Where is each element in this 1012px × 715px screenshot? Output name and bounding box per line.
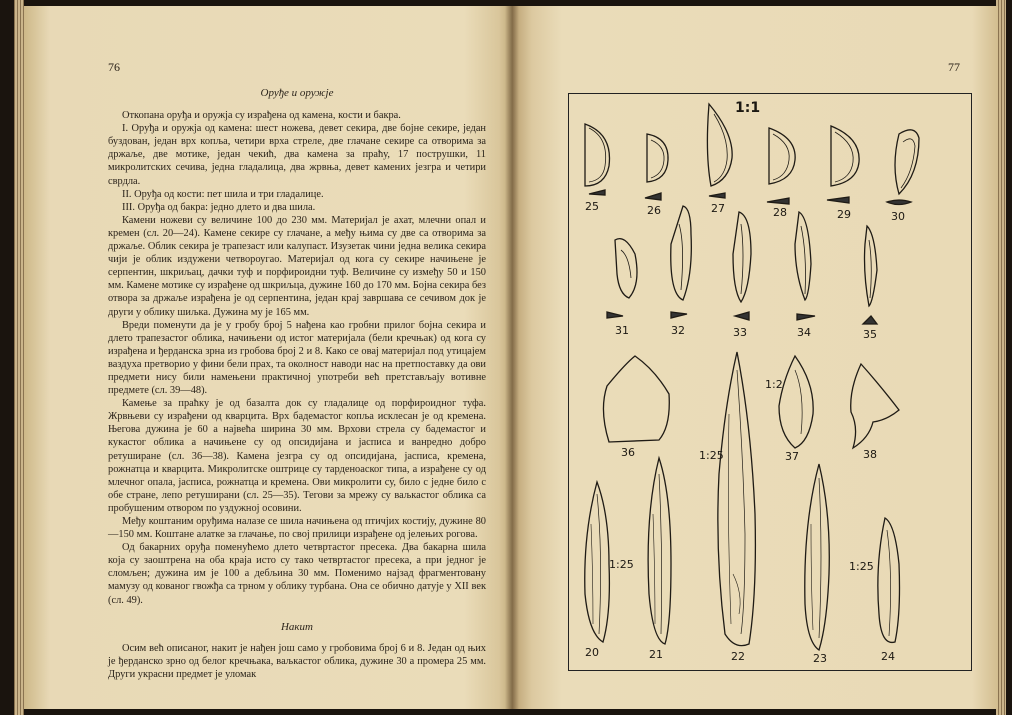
figure-label: 36 — [621, 446, 635, 459]
left-page-text — [108, 87, 486, 681]
scale-label-1-25-c: 1:25 — [849, 560, 874, 573]
scale-label-1-1: 1:1 — [735, 100, 761, 116]
blade-20-drawing — [585, 482, 610, 642]
microlith-34-drawing — [795, 212, 815, 320]
scale-label-1-25-a: 1:25 — [699, 449, 724, 462]
microlith-33-drawing — [733, 212, 751, 320]
figure-label: 28 — [773, 206, 787, 219]
scale-label-1-2: 1:2 — [765, 378, 783, 391]
left-page-number: 76 — [108, 60, 120, 74]
section-heading: Оруђе и оружје — [260, 87, 334, 99]
arrowhead-36-drawing — [603, 356, 669, 442]
figure-label: 25 — [585, 200, 599, 213]
book-gutter — [505, 6, 519, 709]
paragraph: Вреди поменути да је у гробу број 5 нађена као гробни прилог бојна секира и длето трапезастог облика, начињени од истог материјала (бели кречњак) од кога су израђена и ђерданска зрна из гробова број 2 и 8. Како се овај материјал под утицајем ваздуха претворио у фини бели прах, та околност наводи нас на претпоставку да ови предмети нису били намењени практичној употреби већ претстављају вотивне предмете (сл. 39—48). — [108, 319, 486, 397]
left-page-edges — [14, 0, 24, 715]
figure-label: 32 — [671, 324, 685, 337]
arrowhead-38-drawing — [851, 364, 899, 448]
figure-label: 31 — [615, 324, 629, 337]
figure-label: 33 — [733, 326, 747, 339]
figure-label: 38 — [863, 448, 877, 461]
paragraph: Осим већ описаног, накит је нађен још само у гробовима број 6 и 8. Један од њих је ђерданско зрно од белог кречњака, ваљкастог облика, дужине 30 а промера 25 мм. Други украсни предмет је уломак — [108, 642, 486, 680]
figure-label: 22 — [731, 650, 745, 663]
figure-label: 26 — [647, 204, 661, 217]
microlith-29-drawing — [827, 126, 859, 203]
microlith-25-drawing — [585, 124, 610, 195]
figure-label: 24 — [881, 650, 895, 663]
microlith-28-drawing — [767, 128, 795, 204]
microlith-35-drawing — [863, 226, 877, 324]
paragraph: Откопана оруђа и оружја су израђена од камена, кости и бакра. — [122, 110, 401, 122]
microlith-31-drawing — [607, 239, 637, 318]
blade-24-drawing — [878, 518, 900, 642]
microlith-30-drawing — [887, 130, 919, 205]
figure-label: 23 — [813, 652, 827, 665]
figure-label: 37 — [785, 450, 799, 463]
scale-label-1-25-b: 1:25 — [609, 558, 634, 571]
paragraph: Међу коштаним оруђима налазе се шила начињена од птичјих костију, дужине 80—150 мм. Коштане алатке за глачање, по свој прилици израђене од јелењих рогова. — [108, 516, 486, 541]
blade-22-drawing — [718, 352, 756, 646]
figure-label: 34 — [797, 326, 811, 339]
paragraph: Од бакарних оруђа поменућемо длето четвртастог пресека. Два бакарна шила која су заоштрена на оба краја исто су тако четвртастог пресека, а при једног је сломљен; дужина им је 100 а дебљина 30 мм. Поменимо најзад фрагментовану мамузу од кованог гвожђа са трном у облику турбана. Она се обично датује у XII век (сл. 49). — [108, 542, 486, 606]
microlith-32-drawing — [671, 206, 692, 318]
right-page-number: 77 — [948, 60, 960, 74]
microlith-26-drawing — [645, 134, 668, 200]
blade-21-drawing — [648, 458, 671, 644]
figure-label: 35 — [863, 328, 877, 341]
illustration-plate — [568, 93, 972, 671]
figure-label: 21 — [649, 648, 663, 661]
figure-label: 30 — [891, 210, 905, 223]
figure-label: 29 — [837, 208, 851, 221]
microlith-27-drawing — [707, 104, 732, 198]
paragraph: I. Оруђа и оружја од камена: шест ножева, девет секира, две бојне секире, један буздован, један врх копља, четири врха стреле, две глачане секире са отворима за држаље, две мотике, један чекић, два камена за праћу, 17 пострушки, 11 микролитских сечива, једна гладалица, два жрвња, девет камених језгра и четири сврдла. — [108, 123, 486, 187]
paragraph: Камење за праћку је од базалта док су гладалице од порфироидног туфа. Жрвњеви су израђени од кварцита. Врх бадемастог копља исклесан је од кремена. Његова дужина је 60 а највећа ширина 30 мм. Врхови стрела су бадемастог и кукастог облика а начињене су од опсидијана и јасписа и ванредно добро ретуширане (сл. 36—38). Камена језгра су од опсидијана, јасписа, кремена, рожнатца и кварцита. Микролитске оштрице су тарденоаског типа, а израђене су од млечног опала, јасписа, рожнатца и кремена. Ови микролити су, било с једне било с обе стране, лепо ретуширани (сл. 25—35). Тегови за мрежу су ваљкастог облика са пробушеним отвором по уздужној осовини. — [108, 398, 486, 514]
paragraph: Камени ножеви су величине 100 до 230 мм. Материјал је ахат, млечни опал и кремен (сл. 20—24). Камене секире су глачане, а међу њима су две са отворима за држаље. Облик секира је трапезаст или калупаст. Изузетак чини једна велика секира чији је облик издужени четвороугао. Материјал од кога су секире начињене је серпентин, шкриљац, дачки туф и порфироидни туф. Величине су између 50 и 150 мм. Камене мотике су израђене од шкриљца, дужине 160 до 170 мм. Бојна секира без отвора за држаље израђена је од серпентина, један крај завршава се сечивом док је други у облику шиљка. Дужина му је 165 мм. — [108, 214, 486, 318]
subheading: Накит — [280, 620, 314, 633]
figure-label: 27 — [711, 202, 725, 215]
figure-label: 20 — [585, 646, 599, 659]
paragraph: II. Оруђа од кости: пет шила и три гладалице. — [122, 188, 324, 200]
blade-23-drawing — [805, 464, 830, 650]
arrowhead-37-drawing — [779, 356, 813, 448]
paragraph: III. Оруђа од бакра: једно длето и два шила. — [122, 201, 316, 213]
